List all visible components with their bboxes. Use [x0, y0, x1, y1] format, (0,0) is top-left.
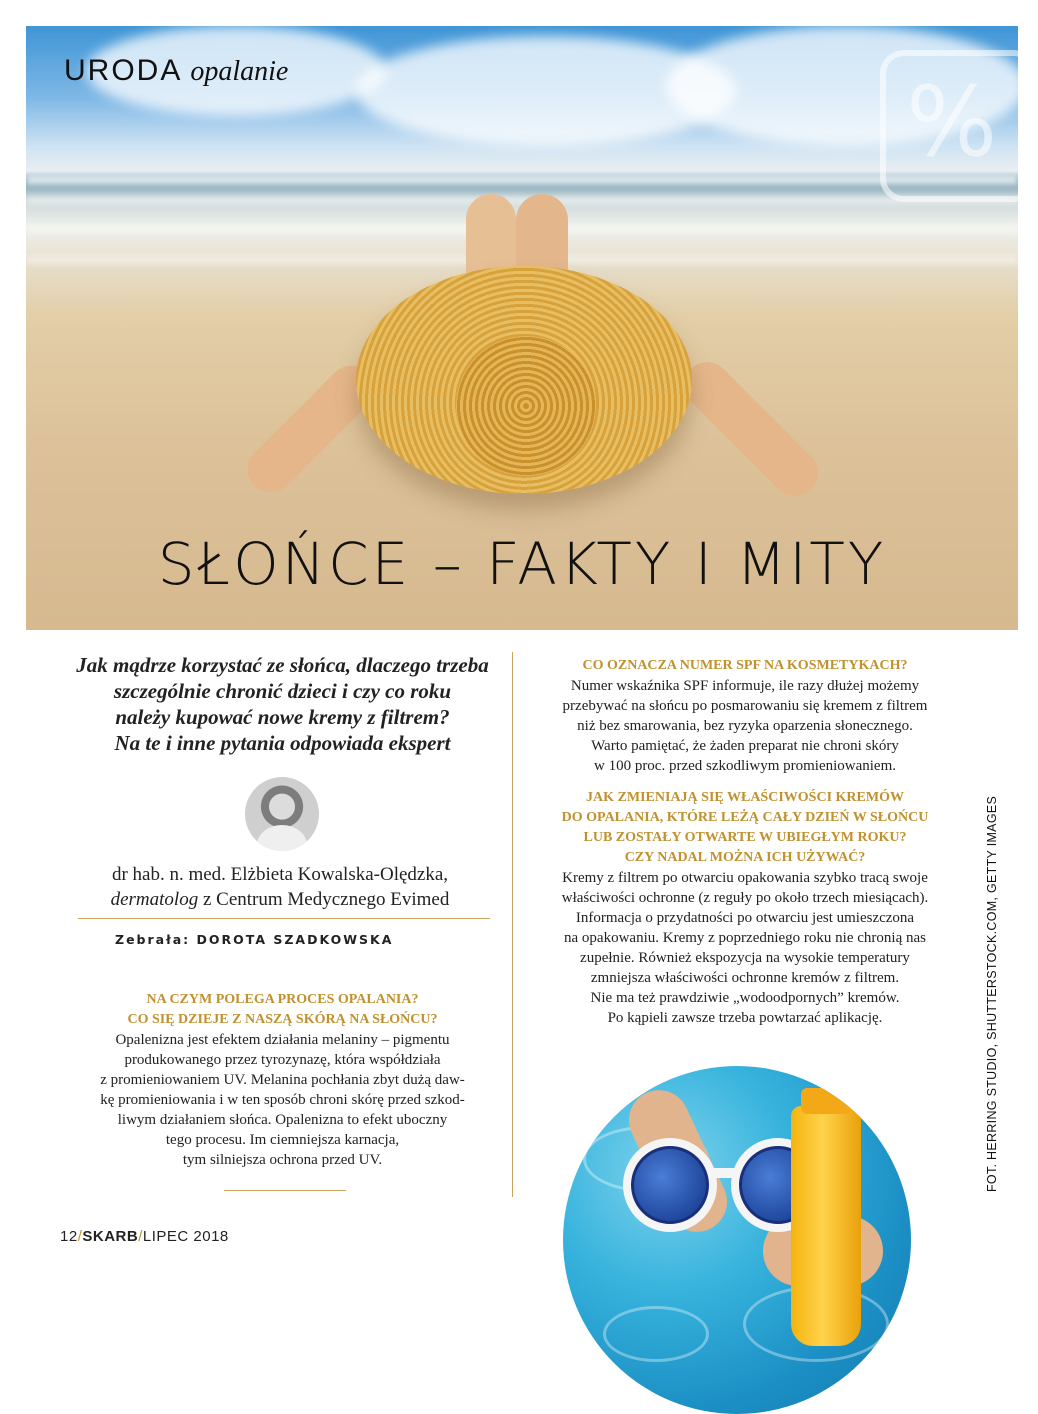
answer-line: zupełnie. Również ekspozycja na wysokie temperatury [580, 950, 910, 966]
question-line: CZY NADAL MOŻNA ICH UŻYWAĆ? [624, 850, 866, 865]
page-number: 12 [60, 1228, 78, 1245]
article-lead [60, 652, 505, 756]
qa-block-creams [525, 788, 965, 1028]
answer-line: Nie ma też prawdziwie „wodoodpornych” kremów. [590, 990, 900, 1006]
answer-line: właściwości ochronne (z reguły po około trzech miesiącach). [561, 890, 929, 906]
expert-affiliation: z Centrum Medycznego Evimed [198, 889, 450, 910]
magazine-name: SKARB [82, 1228, 139, 1245]
answer-line: Po kąpieli zawsze trzeba powtarzać aplikację. [607, 1010, 883, 1026]
expert-role: dermatolog [110, 889, 199, 910]
lead-line: Na te i inne pytania odpowiada ekspert [114, 731, 451, 755]
photo-credit: FOT. HERRING STUDIO, SHUTTERSTOCK.COM, GETTY IMAGES [985, 795, 999, 1192]
answer-line: tego procesu. Im ciemniejsza karnacja, [165, 1132, 400, 1148]
answer-line: Informacja o przydatności po otwarciu jest umieszczona [575, 910, 915, 926]
answer-line: niż bez smarowania, bez ryzyka oparzenia słonecznego. [577, 718, 913, 734]
page-footer [60, 1228, 229, 1245]
answer-line: Warto pamiętać, że żaden preparat nie chroni skóry [591, 738, 899, 754]
lead-line: szczególnie chronić dzieci i czy co roku [113, 679, 452, 703]
collected-by: Zebrała: DOROTA SZADKOWSKA [115, 932, 394, 947]
article-headline: SŁOŃCE – FAKTY I MITY [157, 530, 887, 598]
answer-line: Numer wskaźnika SPF informuje, ile razy dłużej możemy [570, 678, 920, 694]
straw-hat-crown [456, 336, 596, 476]
divider [78, 918, 490, 919]
footer-separator: / [138, 1228, 143, 1245]
question-line: JAK ZMIENIAJĄ SIĘ WŁAŚCIWOŚCI KREMÓW [586, 790, 904, 805]
qa-column-right [525, 656, 965, 1034]
expert-name: dr hab. n. med. Elżbieta Kowalska-Olędzka, [111, 864, 449, 885]
answer-line: z promieniowaniem UV. Melanina pochłania zbyt dużą daw- [100, 1072, 465, 1088]
subsection-label: opalanie [190, 56, 289, 87]
lead-line: Jak mądrze korzystać ze słońca, dlaczego trzeba [76, 653, 489, 677]
issue-date: LIPEC 2018 [142, 1228, 229, 1245]
answer-line: kę promieniowania i w ten sposób chroni skórę przed szkod- [100, 1092, 465, 1108]
sunscreen-bottle [791, 1106, 861, 1346]
expert-photo [245, 777, 319, 851]
question-line: NA CZYM POLEGA PROCES OPALANIA? [146, 992, 419, 1007]
lead-line: należy kupować nowe kremy z filtrem? [115, 705, 450, 729]
answer-line: tym silniejsza ochrona przed UV. [182, 1152, 383, 1168]
answer-line: przebywać na słońcu po posmarowaniu się kremem z filtrem [562, 698, 928, 714]
answer-line: produkowanego przez tyrozynazę, która współdziała [124, 1052, 441, 1068]
divider [224, 1190, 346, 1191]
answer-line: Kremy z filtrem po otwarciu opakowania szybko tracą swoje [562, 870, 928, 886]
qa-block-spf [525, 656, 965, 776]
section-label: URODA [64, 54, 183, 87]
answer-line: liwym działaniem słońca. Opalenizna to efekt uboczny [117, 1112, 448, 1128]
question-line: CO SIĘ DZIEJE Z NASZĄ SKÓRĄ NA SŁOŃCU? [127, 1012, 438, 1027]
pool-photo [563, 1066, 911, 1414]
answer-line: na opakowaniu. Kremy z poprzedniego roku nie chronią nas [564, 930, 926, 946]
beach-figure-arm [675, 353, 828, 506]
question-line: CO OZNACZA NUMER SPF NA KOSMETYKACH? [582, 658, 908, 673]
column-divider [512, 652, 513, 1197]
section-tag [64, 54, 288, 88]
answer-line: w 100 proc. przed szkodliwym promieniowaniem. [593, 758, 896, 774]
percent-logo: % [880, 50, 1037, 202]
answer-line: Opalenizna jest efektem działania melaniny – pigmentu [115, 1032, 450, 1048]
qa-block-left [60, 990, 505, 1170]
answer-line: zmniejsza właściwości ochronne kremów z filtrem. [590, 970, 900, 986]
expert-byline [60, 862, 500, 912]
question-line: DO OPALANIA, KTÓRE LEŻĄ CAŁY DZIEŃ W SŁOŃCU [561, 810, 929, 825]
question-line: LUB ZOSTAŁY OTWARTE W UBIEGŁYM ROKU? [583, 830, 907, 845]
footer-separator: / [77, 1228, 83, 1245]
